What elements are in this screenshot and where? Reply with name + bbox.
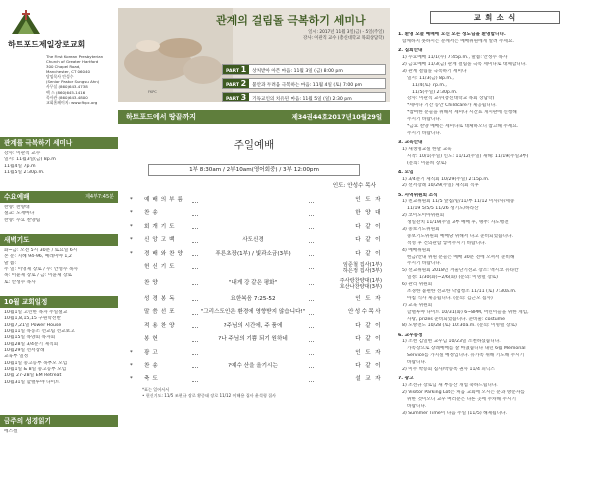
standing-mark: * [130, 349, 133, 356]
news-line: 주시기 바랍니다. [407, 130, 442, 136]
worship-item-detail [198, 347, 308, 360]
october-schedule-heading: 10월 교회일정 [0, 296, 118, 308]
news-heading: 1. 환영 오늘 예배에 오신 모든 성도님을 환영합니다. [398, 32, 506, 38]
worship-item-detail: 사도신경 [198, 234, 308, 247]
part-tag: PART 3 [223, 93, 249, 102]
seminar-banner [118, 8, 390, 102]
worship-item [130, 333, 382, 346]
banner-speaker: 강사: 이관직 교수 (총신대학교 목회상담학) [303, 36, 384, 42]
church-info-line: 사무실 (860)643-4738 [46, 84, 88, 90]
news-line: *금요 찬양 예배는 세미나로 대체하오니 참고해 주세요. [407, 123, 519, 129]
worship-item-detail: "그리스도인은 환경에 영향받지 않습니다!" [198, 306, 308, 319]
worship-item [130, 207, 382, 220]
church-info-line: 목사관 (860)643-4800 [46, 94, 88, 100]
worship-leader: 인도: 안성수 목사 [332, 183, 376, 189]
dawn-prayer-line: 토: 안성수 목사 [4, 279, 36, 285]
wednesday-lines [0, 203, 118, 226]
worship-item-leader: 한 양 대 [355, 210, 382, 217]
worship-item-name: 헌 신 기 도 [144, 263, 176, 270]
news-line: 아침 식사 제공됩니다. (문의: 김근모 집사) [407, 295, 493, 301]
wednesday-line: 설교: 노재마나 [4, 211, 35, 217]
news-line: 11/19 5/5/5 11/26 성기도/하라산 [407, 206, 479, 212]
news-line: 생일잔치 11/19(주일 3부 예배 후, 맹쭈: 사도행전 [407, 220, 509, 226]
news-line: 11/4(토) 7p.m., [412, 82, 447, 88]
schedule-line: 10월 27-28일 EM Retreat [4, 373, 62, 379]
part-text: 기독교인의 치유된 마음: 11월 5일 (일) 2:30 pm [252, 97, 352, 102]
church-info-line: The First Korean Presbyterian [46, 54, 104, 59]
dawn-prayer-section [0, 234, 118, 288]
news-line: 7) 교육 위원회 [402, 302, 433, 308]
worship-item-leader: 다 같 이 [355, 223, 382, 230]
worship-item [130, 261, 382, 277]
news-line: 4) 예배위원회 [402, 247, 431, 253]
part-text: 상처받아 아픈 마음: 11월 3일 (금) 8:00 pm [252, 69, 343, 74]
worship-item-name: 찬 양 [144, 279, 159, 286]
news-line: *세미나 기간 동안 Childcare가 제공됩니다. [407, 103, 497, 109]
schedule-line: 10월1일 고린한 목자 주일설교 [4, 310, 68, 315]
banner-title: 관계의 걸림돌 극복하기 세미나 [216, 14, 366, 27]
news-heading: 6. 교우동정 [398, 332, 423, 338]
schedule-line: 교육부 일정 [4, 354, 29, 360]
news-line: 2) 금요예배 11/3(금) 관계 걸림돌 극복 세미나로 대체합니다. [402, 61, 527, 67]
church-info-line: Manchester, CT 06040 [46, 69, 90, 75]
order-of-worship [130, 194, 382, 399]
service-times: 1부 8:30am / 2부10am(영어회중) / 3부 12:00pm [148, 164, 360, 176]
bible-reading-section [0, 415, 118, 437]
banner-date: 일시: 2017년 11월 3일(금) - 5일(주일) [308, 30, 384, 35]
worship-item [130, 234, 382, 247]
october-schedule-section [0, 296, 118, 388]
worship-item-leader: 다 같 이 [355, 322, 382, 329]
wednesday-section [0, 191, 118, 226]
standing-mark: * [130, 197, 133, 203]
news-line: 중보기도위원회 예배당 위해서 다고 준비되었습니다. [407, 233, 513, 239]
worship-item-leader: 인 도 자 [355, 349, 382, 356]
seminar-heading: 관계를 극복하기 세미나 [0, 137, 118, 149]
schedule-line: 10월29일 선서장례 [4, 348, 45, 354]
worship-item-leader: 안성수목사 [347, 309, 382, 316]
worship-item [130, 373, 382, 386]
schedule-line: 10월31일 할렐루야 나이트 [4, 379, 60, 385]
worship-item [130, 277, 382, 293]
worship-item-leader: 다 같 이 [355, 237, 382, 244]
bible-reading-heading: 금주의 성경읽기 [0, 415, 118, 427]
church-info-line: (Senior Pastor Sungsu Ahn) [46, 79, 100, 85]
worship-item-leader: 인 도 자 [355, 197, 382, 203]
news-line: 바랍니다. [407, 403, 427, 409]
news-line: 가족장으로 장례예배를 잘 마쳤습니다 내년 6월 Memorial [407, 346, 526, 352]
seminar-part-1 [222, 64, 386, 75]
church-logo-icon [6, 8, 46, 38]
seminar-section [0, 137, 118, 178]
news-line: 5) 선교위원회 2018년 겨울단기선교 장소: 멕시코 유타칸 [402, 268, 519, 274]
worship-item-name: 찬 송 [144, 362, 159, 369]
news-line: 1) 새생명교실 한달 교육 [402, 146, 452, 152]
standing-mark: * [130, 223, 133, 230]
news-line: 3) 관계 걸림돌 극복하기 세미나 [402, 68, 467, 74]
worship-item [130, 293, 382, 306]
standing-mark: * [130, 376, 133, 383]
news-line: 1) 수요예배 11/1(수) 7:45p.m., 말씀: 안성수 목사 [402, 55, 508, 61]
worship-item [130, 306, 382, 319]
news-line: 11/5(주일) 2:30p.m. [412, 89, 458, 95]
church-name: 하트포드제일장로교회 [8, 40, 86, 49]
seminar-part-3 [222, 92, 386, 102]
standing-mark: * [130, 237, 133, 244]
news-line: 1) 친교위원회 11/5 앞집/밑/11/부 11/12 이사/사/세중 [402, 199, 515, 205]
worship-item [130, 360, 382, 373]
news-line: (문의: 이윤희 장로) [407, 160, 447, 166]
news-line: 주시기 바랍니다. [407, 261, 442, 267]
news-line: 주시기 바랍니다. [407, 117, 442, 123]
news-line: 적성 후 건의관함 넣어주시기 바랍니다. [407, 240, 487, 246]
left-column [0, 0, 118, 477]
wednesday-sub: 제4부7:45분 [85, 194, 114, 200]
news-line: *참여한 분들을 위해서 세미나 시간표 게시판에 신청해 [407, 110, 517, 116]
schedule-line: 10월15일 목양회 목자회 [4, 335, 56, 341]
worship-item [130, 347, 382, 360]
worship-item [130, 194, 382, 207]
church-info [46, 54, 116, 105]
worship-item-detail [198, 261, 308, 274]
worship-item-leader: 다 같 이 [355, 250, 382, 257]
seminar-line: 강사: 이관직 교수 [4, 151, 41, 156]
seminar-line: 일시: 11월3일(금) 8p.m [4, 157, 56, 163]
worship-note: • 헌신기도: 11/5 조현규 장로 황중태 장로 11/12 이해용 집사 윤석형 집사 [142, 392, 277, 398]
worship-item-leader: 설 교 자 [355, 376, 382, 383]
news-line: 위한 것이오니 교우 여러분은 다른 곳에 주차해 주시기 [407, 396, 516, 402]
worship-item-name: 성 경 봉 독 [144, 295, 176, 302]
schedule-line: 10월1일 중고등부 목부모 모임 [4, 360, 68, 366]
banner-subtitle [303, 30, 384, 42]
worship-item [130, 320, 382, 333]
news-line: 사탕, prizes 준비되었습니다. 준비물: costume [407, 316, 506, 322]
church-info-line: 교회홈페이지: www.fkpc.org [46, 99, 98, 105]
worship-item-name: 회 개 기 도 [144, 223, 176, 230]
worship-item-detail: ?주님의 시간에, 주 품에 [198, 320, 308, 333]
worship-item-name: 축 도 [144, 376, 159, 383]
news-line: 함께하지 못하시는 분께서는 예배위원에게 알려 주세요. [402, 39, 514, 45]
bible-reading-line: 에스겔 [4, 429, 18, 434]
dawn-prayer-line: 목: 이윤제 장로 / 금: 이윤제 장로 [4, 273, 73, 279]
wednesday-title: 수요예배 [4, 193, 30, 201]
slogan-bar [118, 110, 390, 124]
news-line: 2) 선서장례 10/29(주일) 제직회 직후 [402, 183, 479, 189]
dawn-prayer-line: 본 문: 지혜 94-96, 예레미야 1,2 [4, 254, 72, 260]
worship-item-detail [198, 373, 308, 386]
seminar-part-2 [222, 78, 386, 89]
news-line: 6) 관리 위원회 [402, 282, 433, 288]
worship-item-detail: ?예수 산을 올기시는 [198, 360, 308, 373]
right-column [394, 0, 598, 477]
wednesday-line: 찬양: 찬양대 [4, 205, 30, 210]
issue-number: 제34권44호2017년10월29일 [291, 113, 382, 121]
church-info-line: Church of Greater Hartford [46, 59, 99, 65]
slogan-text: 하트포드에서 땅끝까지 [126, 113, 197, 121]
worship-item-leader: 다 같 이 [355, 362, 382, 369]
dawn-prayer-lines [0, 246, 118, 288]
news-title: 교 회 소 식 [430, 11, 560, 24]
worship-title: 주일예배 [233, 139, 275, 151]
worship-item-name: 신 앙 고 백 [144, 237, 176, 244]
standing-mark: * [130, 362, 133, 369]
part-text: 불안과 두려움 극복하는 마음: 11월 4일 (토) 7:00 pm [252, 83, 363, 88]
standing-mark: * [130, 210, 133, 217]
church-info-line: 팩 스 (860)645-1416 [46, 89, 86, 95]
news-line: 일시: 11/3(금) 8p.m., [407, 75, 454, 81]
dawn-prayer-line: 주 일: 이영제 장로 / 수: 안성수 목사 [4, 267, 79, 273]
news-line: 바랍니다. [407, 360, 427, 366]
church-info-line: 담임목사 안성수 [46, 74, 74, 80]
news-heading: 5. 사역위원회 소식 [398, 192, 438, 198]
worship-item-leader: 인 도 자 [355, 295, 382, 302]
worship-item-detail [198, 221, 308, 234]
news-line: 헌금/안내 위원 분들은 예배 30분 전에 오셔서 준비해 [407, 254, 515, 260]
worship-item-name: 예 배 의 부 름 [144, 197, 184, 203]
news-line: 1) 조선규 장로님 새 부동산 개업 축하드립니다. [402, 382, 498, 388]
worship-item-name: 봉 헌 [144, 336, 159, 343]
middle-column [118, 0, 390, 477]
worship-item-detail: "내게 강 같은 평화" [198, 277, 308, 290]
news-line: 2) 코이노이아위원회 [402, 213, 445, 219]
seminar-lines [0, 149, 118, 178]
seminar-line: 11월4일 7p.m [4, 163, 36, 169]
october-schedule-lines [0, 308, 118, 388]
news-heading: 4. 모임 [398, 169, 414, 175]
news-line: 2) Visitor Parking Lot은 처음 교회에 오시는 분과 방문자를 [402, 389, 525, 395]
news-line: 강사: 이관직 교수(총신대학교 목회 상담학) [407, 96, 495, 102]
news-line: 1) 소천 김일현 교우님 10/23일 소천하셨습니다. [402, 339, 501, 345]
news-line: 1) 3/4분기 제직회 10/29(주일) 2:15p.m. [402, 176, 490, 182]
schedule-line: 10월1,8,15,15 구원학선반 [4, 316, 61, 322]
wednesday-line: 찬양: 수요 찬양팀 [4, 217, 41, 223]
news-line: 8) 노방전도 10/28 (토) 10:30a.m. (문의: 이명렬 장로) [402, 323, 517, 329]
worship-item-detail: 요한복음 7:25-52 [198, 293, 308, 306]
dawn-prayer-heading: 새벽기도 [0, 234, 118, 246]
bible-reading-lines [0, 427, 118, 437]
worship-item-name: 말 씀 선 포 [144, 309, 176, 316]
news-line: 시작: 10/1(주일) 인도: 11/12(주일) 새해: 11/19(주일3부) [407, 153, 529, 159]
worship-item-detail [198, 194, 308, 207]
news-line: 조경한 불편한 선교한 낙엽청소 11/11 (토) 7:30a.m. [407, 289, 517, 294]
worship-note: *표는 일어서서 [142, 386, 170, 392]
standing-mark: * [130, 250, 133, 257]
worship-item [130, 221, 382, 234]
news-line: 일정: 1/30(화)~2/6(화) (문의: 이명렬 장로) [407, 275, 498, 281]
church-news [398, 30, 596, 417]
news-line: 할렐루야 나이트 10/31(화) 6~8PM, 어린이들을 위한 게임, [407, 309, 529, 315]
worship-item-leader: 주사랑찬양대(1부) 호산나찬양대(3부) [339, 277, 382, 291]
schedule-line: 10월11일 목동소 선교팀 선교보고 [4, 329, 75, 335]
news-line: 3) 중보기도위원회 [402, 226, 440, 232]
worship-item [130, 248, 382, 261]
news-heading: 2. 집회안내 [398, 48, 423, 54]
dawn-prayer-line: 말 씀: [4, 260, 17, 266]
worship-item-leader: 임준철 집사(1부) 하은정 집사(3부) [342, 261, 382, 275]
news-line: 2) 이주 박승회 집사/박승옥 권사 11/4 피닉스 [402, 366, 495, 372]
worship-item-leader: 다 같 이 [355, 336, 382, 343]
worship-item-name: 찬 송 [144, 210, 159, 217]
worship-item-name: 광 고 [144, 349, 159, 356]
worship-item-name: 적 용 찬 양 [144, 322, 176, 329]
schedule-line: 10월7,21일 Power House [4, 322, 62, 328]
news-heading: 3. 교육안내 [398, 139, 423, 145]
worship-item-detail [198, 207, 308, 220]
worship-item-name: 경 배 와 찬 양 [144, 250, 184, 257]
schedule-line: 10월1일 & 8일 중고등부 모임 [4, 367, 67, 373]
news-line: Service를 가지실 예정입니다. 유가족 위해 기도해 주시기 [407, 353, 525, 359]
worship-item-detail: 푸른초장(1부) / 빛과소금(3부) [198, 248, 308, 261]
news-line: 3) Summer Time이 다음 주일 (11/5) 해제됩니다. [402, 410, 508, 416]
church-info-line: 300 Chapel Road, [46, 64, 81, 70]
dawn-prayer-line: 화~금: 오전 5시 30분 / 토요일 6시 [4, 248, 78, 253]
part-tag: PART 1 [223, 65, 249, 75]
news-heading: 7. 광고 [398, 376, 414, 382]
wednesday-heading [0, 191, 118, 203]
seminar-line: 11월5일 2:30p.m. [4, 170, 45, 176]
schedule-line: 10월28일 3/4분기 제직회 [4, 341, 59, 347]
part-tag: PART 2 [223, 79, 249, 89]
fkpc-mark: FKPC [148, 90, 157, 94]
worship-item-detail: ?나 주님의 기쁨 되기 원하네 [198, 333, 308, 346]
